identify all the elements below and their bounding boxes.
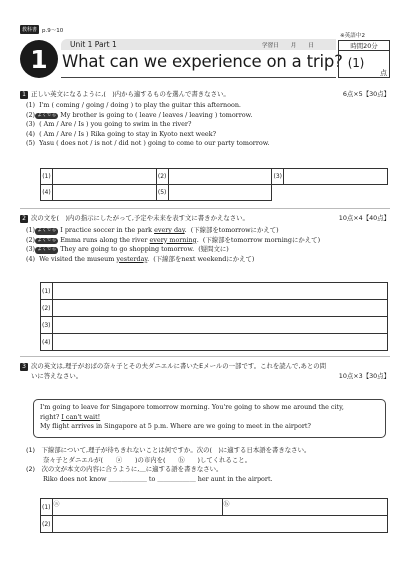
section1-item: (2) よくでる My brother is going to ( leave / leaves / leaving ) tomorrow. <box>26 110 253 119</box>
day-label: 日 <box>308 43 315 49</box>
section2-points: 10点×4【40点】 <box>338 214 390 222</box>
answer-cell-2[interactable] <box>52 516 388 533</box>
answer-label: (1) <box>41 169 53 185</box>
underlined-phrase: I can't wait! <box>61 412 101 421</box>
answer-label: (5) <box>156 185 168 201</box>
section2-items <box>26 226 386 264</box>
section2-instruction: 次の文を( )内の指示にしたがって,予定や未来を表す文に書きかえなさい。 <box>31 214 249 222</box>
answer-label: (2) <box>156 169 168 185</box>
question-2-sentence: Riko does not know ＿＿＿＿＿＿ to ＿＿＿＿＿＿ her aunt in the airport. <box>43 474 273 483</box>
section1-items <box>26 101 386 149</box>
section2-item: (4) We visited the museum yesterday. (下線部をnext weekendにかえて) <box>26 254 255 263</box>
answer-cell-5[interactable] <box>168 185 272 201</box>
answer-cell-1b[interactable]: ⓑ <box>222 499 388 516</box>
answer-label: (3) <box>41 317 53 334</box>
answer-label: (4) <box>41 185 53 201</box>
answer-cell-2[interactable] <box>52 300 388 317</box>
section2-answer-table <box>40 282 388 351</box>
section1-answer-table <box>40 168 388 201</box>
frequent-badge: よくでる <box>37 228 57 233</box>
lesson-number-circle: 1 <box>20 40 58 78</box>
section2-item: (2) よくでる Emma runs along the river every morning. (下線部をtomorrow morningにかえて) <box>26 235 321 244</box>
answer-cell-2[interactable] <box>168 169 272 185</box>
score-unit: 点 <box>380 69 387 77</box>
section3-answer-table <box>40 498 388 533</box>
question-2: (2) 次の文が本文の内容に合うように,＿に適する語を書きなさい。 <box>26 465 223 474</box>
study-date-label: 学習日 <box>262 43 279 49</box>
section2-item: (1) よくでる I practice soccer in the park every day. (下線部をtomorrowにかえて) <box>26 226 279 234</box>
question-1-detail: 奈々子とダニエルが( ⓐ )の市内を( ⓑ )してくれること。 <box>43 455 252 464</box>
answer-cell-4[interactable] <box>52 334 388 351</box>
section1-heading <box>20 90 390 100</box>
lesson-title-part: (1) <box>347 56 365 70</box>
answer-cell-3[interactable] <box>52 317 388 334</box>
answer-cell-1a[interactable]: ⓐ <box>52 499 222 516</box>
section2-heading <box>20 214 390 224</box>
email-line: My flight arrives in Singapore at 5 p.m. Where are we going to meet in the airport? <box>40 422 311 431</box>
section2-item: (3) よくでる They are going to go shopping tomorrow. (疑問文に) <box>26 245 229 254</box>
section2-number: 2 <box>20 215 28 223</box>
frequent-badge: よくでる <box>37 112 57 118</box>
study-date-labels <box>262 41 314 49</box>
question-1: (1) 下線部について,理子が待ちきれないことは何ですか。次の( )に適する日本語を書きなさい。 <box>26 446 311 454</box>
section3-number: 3 <box>20 363 28 371</box>
answer-label: (2) <box>41 516 53 533</box>
answer-label: (1) <box>41 499 53 516</box>
section1-item: (5) Yasu ( does not / is not / did not ) going to come to our party tomorrow. <box>26 139 270 148</box>
email-line: I'm going to leave for Singapore tomorrow morning. You're going to show me around the city, <box>40 403 344 411</box>
empty-cell <box>272 185 388 201</box>
answer-label: (1) <box>41 283 53 300</box>
answer-label: (3) <box>272 169 284 185</box>
answer-cell-4[interactable] <box>52 185 156 201</box>
section1-points: 6点×5【30点】 <box>342 90 390 98</box>
divider <box>20 356 390 357</box>
frequent-badge: よくでる <box>37 237 57 243</box>
month-label: 月 <box>290 43 297 49</box>
textbook-badge: 教科書 <box>22 27 38 33</box>
section3-points: 10点×3【30点】 <box>338 371 390 380</box>
section3-instruction-line2: いに答えなさい。 <box>31 371 83 380</box>
textbook-reference <box>20 25 63 34</box>
textbook-pages: p.9〜10 <box>42 27 64 34</box>
answer-label: (4) <box>41 334 53 351</box>
divider <box>20 208 390 209</box>
section3-instruction-line1: 次の英文は,理子がおばの奈々子とその夫ダニエルに書いたEメールの一部です。これを読んで,あとの問 <box>31 362 327 370</box>
frequent-badge: よくでる <box>37 247 57 253</box>
email-passage-box <box>33 399 386 438</box>
school-label: ※英語中2 <box>340 33 366 39</box>
unit-label: Unit 1 Part 1 <box>70 40 117 49</box>
email-line: right? I can't wait! <box>40 412 101 421</box>
section1-item: (3) ( Am / Are / Is ) you going to swim in the river? <box>26 120 192 129</box>
lesson-title <box>62 52 364 71</box>
answer-label: (2) <box>41 300 53 317</box>
lesson-title-text: What can we experience on a trip? <box>62 52 343 71</box>
section1-number: 1 <box>20 91 28 99</box>
time-limit-box: 時間20分 <box>338 40 390 51</box>
section1-instruction: 正しい英文になるように,( )内から適するものを選んで書きなさい。 <box>31 90 230 98</box>
header-underline <box>61 77 336 78</box>
section3-heading <box>20 362 390 381</box>
section1-item: (1) I'm ( coming / going / doing ) to play the guitar this afternoon. <box>26 101 241 109</box>
section1-item: (4) ( Am / Are / Is ) Rika going to stay in Kyoto next week? <box>26 129 217 138</box>
answer-cell-1[interactable] <box>52 169 156 185</box>
answer-cell-3[interactable] <box>284 169 388 185</box>
answer-cell-1[interactable] <box>52 283 388 300</box>
section3-questions <box>26 446 386 484</box>
